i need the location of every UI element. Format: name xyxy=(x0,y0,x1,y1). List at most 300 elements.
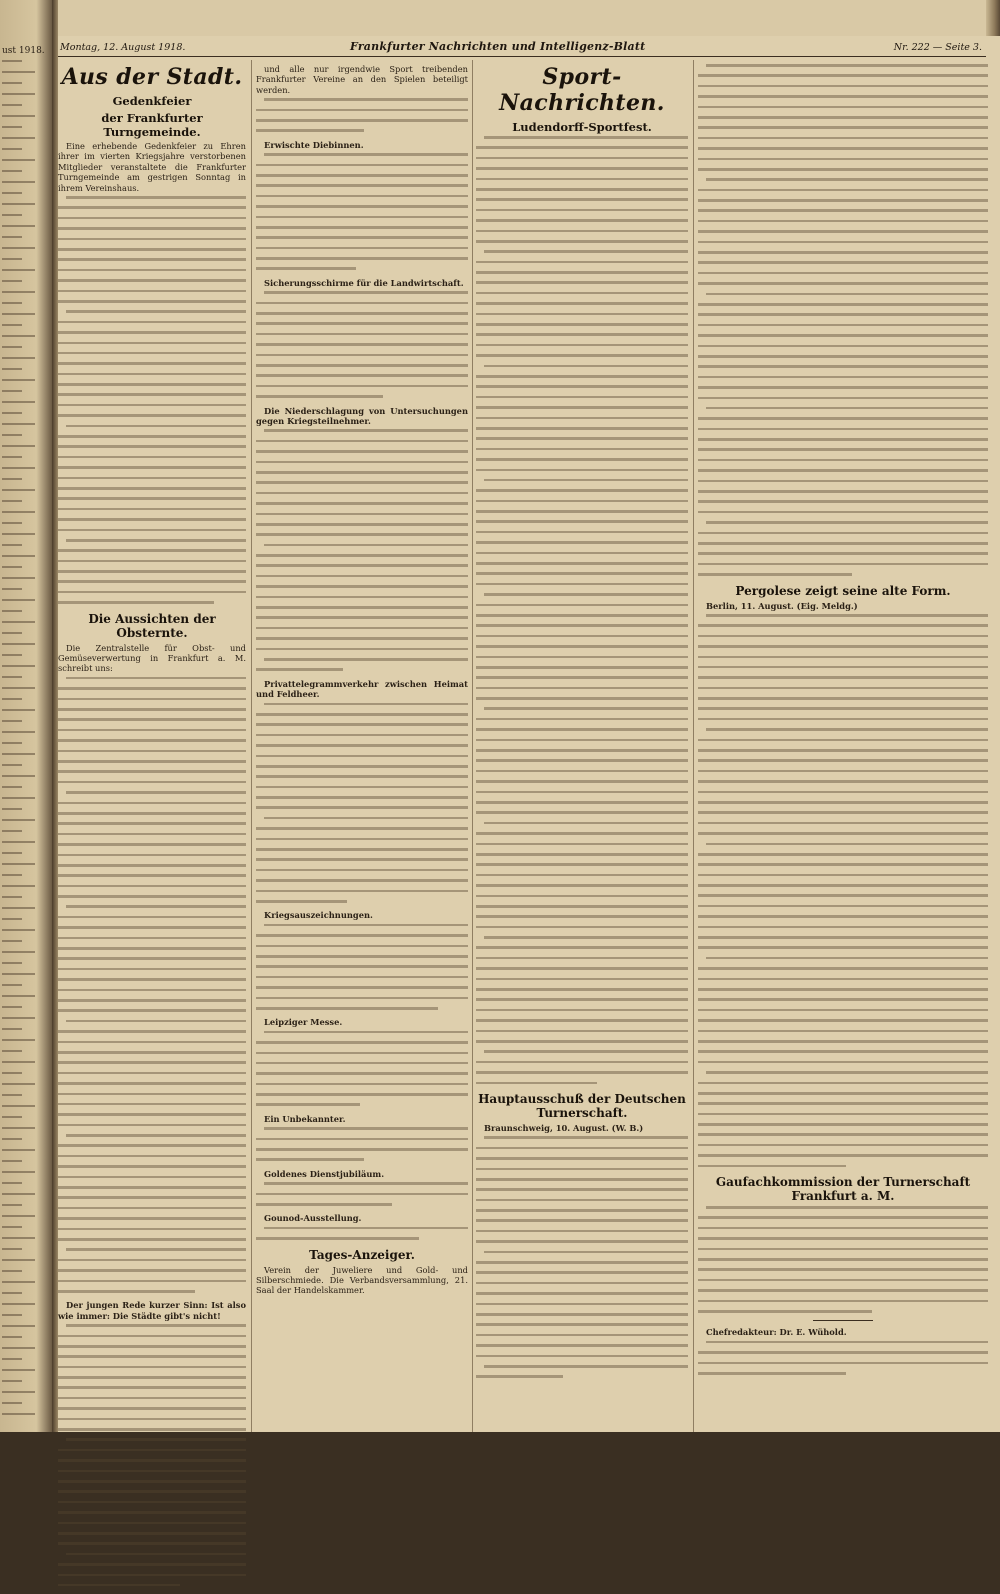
news-item-heading: Die Niederschlagung von Untersuchungen gegen Kriegsteilnehmer. xyxy=(256,405,468,426)
text-line xyxy=(256,986,468,989)
text-line xyxy=(476,604,688,607)
text-line xyxy=(2,1292,22,1294)
article-body xyxy=(256,429,468,671)
text-line xyxy=(698,106,988,109)
article-title: Gedenkfeier xyxy=(112,94,192,108)
text-line xyxy=(698,707,988,710)
text-line xyxy=(256,247,468,250)
text-line xyxy=(256,205,468,208)
text-line xyxy=(2,1061,35,1063)
text-line xyxy=(698,1040,988,1043)
text-line xyxy=(2,1215,35,1217)
text-line xyxy=(476,489,688,492)
text-line xyxy=(2,478,22,480)
text-line xyxy=(2,1116,22,1118)
text-line xyxy=(66,1324,246,1327)
text-line xyxy=(264,1227,468,1230)
text-line xyxy=(698,365,988,368)
text-line xyxy=(256,257,468,260)
text-line xyxy=(484,1050,688,1053)
text-line xyxy=(256,965,468,968)
text-line xyxy=(476,458,688,461)
text-line xyxy=(58,812,246,815)
text-line xyxy=(256,900,347,903)
text-line xyxy=(706,178,988,181)
text-line xyxy=(58,1072,246,1075)
text-line xyxy=(2,1391,35,1393)
article-body xyxy=(698,614,988,1167)
text-line xyxy=(698,687,988,690)
text-line xyxy=(58,1397,246,1400)
text-line xyxy=(698,345,988,348)
text-line xyxy=(256,786,468,789)
text-line xyxy=(58,435,246,438)
text-line xyxy=(2,1303,35,1305)
text-line xyxy=(256,1203,392,1206)
text-line xyxy=(698,490,988,493)
text-line xyxy=(698,676,988,679)
text-line xyxy=(2,1039,35,1041)
text-line xyxy=(2,1226,22,1228)
text-line xyxy=(476,1334,688,1337)
text-line xyxy=(698,397,988,400)
text-line xyxy=(58,248,246,251)
text-line xyxy=(476,198,688,201)
text-line xyxy=(476,417,688,420)
text-line xyxy=(58,854,246,857)
text-line xyxy=(58,1009,246,1012)
text-line xyxy=(2,489,35,491)
text-line xyxy=(2,852,22,854)
text-line xyxy=(2,1402,22,1404)
text-line xyxy=(2,1160,22,1162)
text-line xyxy=(484,1365,688,1368)
text-line xyxy=(698,126,988,129)
text-line xyxy=(476,853,688,856)
text-line xyxy=(698,666,988,669)
text-line xyxy=(2,1314,22,1316)
article-body xyxy=(256,1031,468,1106)
text-line xyxy=(476,1282,688,1285)
text-line xyxy=(2,434,22,436)
text-line xyxy=(476,1219,688,1222)
text-line xyxy=(256,1062,468,1065)
text-line xyxy=(698,624,988,627)
text-line xyxy=(2,566,22,568)
previous-page-running-head: ust 1918. xyxy=(2,46,45,56)
text-line xyxy=(698,313,988,316)
text-line xyxy=(698,926,988,929)
text-line xyxy=(2,302,22,304)
text-line xyxy=(698,532,988,535)
text-line xyxy=(58,718,246,721)
text-line xyxy=(58,1155,246,1158)
text-line xyxy=(698,303,988,306)
text-line xyxy=(2,797,35,799)
text-line xyxy=(256,1103,360,1106)
text-line xyxy=(256,184,468,187)
text-line xyxy=(2,1094,22,1096)
text-line xyxy=(2,401,35,403)
text-line xyxy=(2,1149,35,1151)
article-body xyxy=(476,1136,688,1378)
text-line xyxy=(66,1248,246,1251)
news-item-heading: Kriegsauszeichnungen. xyxy=(264,910,373,921)
text-line xyxy=(256,879,468,882)
text-line xyxy=(58,1574,246,1577)
text-line xyxy=(698,1216,988,1219)
text-line xyxy=(256,1007,438,1010)
text-line xyxy=(476,541,688,544)
text-line xyxy=(706,293,988,296)
text-line xyxy=(256,513,468,516)
text-line xyxy=(476,946,688,949)
text-line xyxy=(698,1019,988,1022)
text-line xyxy=(698,1061,988,1064)
text-line xyxy=(58,1470,246,1473)
text-line xyxy=(256,934,468,937)
text-line xyxy=(698,428,988,431)
text-line xyxy=(58,1041,246,1044)
text-line xyxy=(476,178,688,181)
text-line xyxy=(698,1248,988,1251)
text-line xyxy=(58,518,246,521)
text-line xyxy=(58,937,246,940)
text-line xyxy=(698,874,988,877)
text-line xyxy=(58,926,246,929)
header-rule xyxy=(58,56,986,57)
text-line xyxy=(698,199,988,202)
text-line xyxy=(2,247,35,249)
text-line xyxy=(2,1259,35,1261)
news-item-heading: Gounod-Ausstellung. xyxy=(264,1213,362,1224)
text-line xyxy=(58,822,246,825)
text-line xyxy=(2,819,35,821)
text-line xyxy=(58,206,246,209)
text-line xyxy=(2,1325,35,1327)
text-line xyxy=(476,656,688,659)
text-line xyxy=(2,159,35,161)
text-line xyxy=(256,806,468,809)
text-line xyxy=(698,739,988,742)
text-line xyxy=(698,884,988,887)
text-line xyxy=(256,1237,419,1240)
text-line xyxy=(2,324,22,326)
text-line xyxy=(256,616,468,619)
text-line xyxy=(2,269,35,271)
newspaper-page xyxy=(58,36,1000,1432)
text-line xyxy=(476,333,688,336)
text-line xyxy=(58,739,246,742)
text-line xyxy=(2,1336,22,1338)
text-line xyxy=(264,1127,468,1130)
text-line xyxy=(2,500,22,502)
text-line xyxy=(2,654,22,656)
text-line xyxy=(58,802,246,805)
text-line xyxy=(476,1313,688,1316)
text-line xyxy=(2,1017,35,1019)
text-line xyxy=(2,1127,35,1129)
text-line xyxy=(698,1237,988,1240)
text-line xyxy=(698,915,988,918)
text-line xyxy=(698,1165,846,1168)
text-line xyxy=(476,895,688,898)
text-line xyxy=(476,614,688,617)
tages-anzeiger-text: Verein der Juweliere und Gold- und Silberschmiede. Die Verbandsversammlung, 21. Saal der Handelskammer. xyxy=(256,1264,468,1296)
text-line xyxy=(698,822,988,825)
text-line xyxy=(58,1176,246,1179)
text-line xyxy=(2,1138,22,1140)
text-line xyxy=(58,1124,246,1127)
text-line xyxy=(476,1271,688,1274)
text-line xyxy=(58,874,246,877)
text-line xyxy=(58,1366,246,1369)
text-line xyxy=(698,417,988,420)
text-line xyxy=(58,1269,246,1272)
text-line xyxy=(58,1335,246,1338)
text-line xyxy=(2,1237,35,1239)
text-line xyxy=(698,1133,988,1136)
text-line xyxy=(2,1358,22,1360)
text-line xyxy=(256,1093,468,1096)
text-line xyxy=(58,1186,246,1189)
text-line xyxy=(2,1182,22,1184)
text-line xyxy=(706,1341,988,1344)
text-line xyxy=(58,833,246,836)
text-line xyxy=(476,645,688,648)
text-line xyxy=(2,258,22,260)
text-line xyxy=(58,1522,246,1525)
text-line xyxy=(698,759,988,762)
text-line xyxy=(698,1351,988,1354)
news-item-heading: Erwischte Diebinnen. xyxy=(264,139,364,150)
article-body xyxy=(476,136,688,1084)
text-line xyxy=(58,1386,246,1389)
text-line xyxy=(698,261,988,264)
text-line xyxy=(2,742,22,744)
text-line xyxy=(476,905,688,908)
article-title: Ludendorff-Sportfest. xyxy=(512,120,652,134)
article-body xyxy=(256,703,468,903)
text-line xyxy=(58,404,246,407)
text-line xyxy=(476,1303,688,1306)
text-line xyxy=(476,749,688,752)
page-number: Nr. 222 — Seite 3. xyxy=(893,42,982,53)
text-line xyxy=(264,1182,468,1185)
text-line xyxy=(58,352,246,355)
text-line xyxy=(476,884,688,887)
text-line xyxy=(2,181,35,183)
text-line xyxy=(706,728,988,731)
text-line xyxy=(698,241,988,244)
text-line xyxy=(476,1292,688,1295)
text-line xyxy=(476,1188,688,1191)
text-line xyxy=(2,775,35,777)
text-line xyxy=(484,250,688,253)
text-line xyxy=(2,1083,35,1085)
text-line xyxy=(256,267,356,270)
imprint-rule xyxy=(813,1320,873,1321)
text-line xyxy=(256,1138,468,1141)
text-line xyxy=(2,148,22,150)
text-line xyxy=(58,895,246,898)
text-line xyxy=(2,1050,22,1052)
text-line xyxy=(2,720,22,722)
text-line xyxy=(2,1369,35,1371)
text-line xyxy=(2,522,22,524)
text-line xyxy=(256,302,468,305)
article-lead: Eine erhebende Gedenkfeier zu Ehren ihrer im vierten Kriegsjahre verstorbenen Mitglieder veranstaltete die Frankfurter Turngemeinde am gestrigen Sonntag in ihrem Vereinshaus. xyxy=(58,141,246,193)
text-line xyxy=(698,85,988,88)
text-line xyxy=(256,1158,364,1161)
text-line xyxy=(2,610,22,612)
text-line xyxy=(2,368,22,370)
text-line xyxy=(698,1092,988,1095)
text-line xyxy=(256,775,468,778)
text-line xyxy=(58,1532,246,1535)
text-line xyxy=(476,510,688,513)
text-line xyxy=(58,497,246,500)
text-line xyxy=(698,189,988,192)
text-line xyxy=(256,481,468,484)
text-line xyxy=(698,1030,988,1033)
text-line xyxy=(2,907,35,909)
text-line xyxy=(476,469,688,472)
text-line xyxy=(476,624,688,627)
text-line xyxy=(66,1553,246,1556)
text-line xyxy=(256,461,468,464)
text-line xyxy=(2,170,22,172)
text-line xyxy=(2,313,35,315)
text-line xyxy=(2,830,22,832)
text-line xyxy=(2,60,22,62)
text-line xyxy=(476,843,688,846)
text-line xyxy=(698,1268,988,1271)
text-line xyxy=(476,281,688,284)
text-line xyxy=(706,64,988,67)
article-dateline: Braunschweig, 10. August. (W. B.) xyxy=(484,1122,644,1133)
text-line xyxy=(58,1584,180,1587)
text-line xyxy=(698,645,988,648)
text-line xyxy=(698,95,988,98)
text-line xyxy=(58,1228,246,1231)
text-line xyxy=(476,1375,563,1378)
text-line xyxy=(58,279,246,282)
text-line xyxy=(58,383,246,386)
text-line xyxy=(476,874,688,877)
text-line xyxy=(698,334,988,337)
text-line xyxy=(256,575,468,578)
text-line xyxy=(2,951,35,953)
text-line xyxy=(256,848,468,851)
text-line xyxy=(58,331,246,334)
text-line xyxy=(2,1270,22,1272)
text-line xyxy=(58,1449,246,1452)
text-line xyxy=(476,219,688,222)
text-line xyxy=(476,146,688,149)
text-line xyxy=(58,342,246,345)
text-line xyxy=(698,656,988,659)
text-line xyxy=(698,116,988,119)
text-line xyxy=(2,995,35,997)
text-line xyxy=(698,1113,988,1116)
column-1 xyxy=(58,64,246,1594)
text-line xyxy=(698,1009,988,1012)
text-line xyxy=(698,448,988,451)
text-line xyxy=(2,1171,35,1173)
text-line xyxy=(476,1019,688,1022)
text-line xyxy=(58,487,246,490)
text-line xyxy=(476,1240,688,1243)
text-line xyxy=(476,448,688,451)
text-line xyxy=(2,71,35,73)
text-line xyxy=(58,999,246,1002)
text-line xyxy=(2,753,35,755)
text-line xyxy=(476,1061,688,1064)
text-line xyxy=(476,811,688,814)
text-line xyxy=(476,1147,688,1150)
text-line xyxy=(58,238,246,241)
text-line xyxy=(58,300,246,303)
text-line xyxy=(698,1102,988,1105)
text-line xyxy=(58,1103,246,1106)
text-line xyxy=(58,968,246,971)
text-line xyxy=(476,375,688,378)
imprint-body xyxy=(698,1341,988,1375)
text-line xyxy=(256,343,468,346)
text-line xyxy=(2,1204,22,1206)
text-line xyxy=(476,1323,688,1326)
text-line xyxy=(698,563,988,566)
text-line xyxy=(476,759,688,762)
text-line xyxy=(256,585,468,588)
text-line xyxy=(2,676,22,678)
text-line xyxy=(476,385,688,388)
text-line xyxy=(58,414,246,417)
text-line xyxy=(2,1281,35,1283)
text-line xyxy=(264,658,468,661)
news-item-heading: Privattelegrammverkehr zwischen Heimat und Feldheer. xyxy=(256,678,468,700)
text-line xyxy=(256,333,468,336)
text-line xyxy=(476,292,688,295)
text-line xyxy=(698,282,988,285)
text-line xyxy=(58,580,246,583)
text-line xyxy=(256,354,468,357)
text-line xyxy=(256,890,468,893)
text-line xyxy=(2,236,22,238)
text-line xyxy=(698,978,988,981)
text-line xyxy=(476,583,688,586)
text-line xyxy=(698,1279,988,1282)
text-line xyxy=(476,998,688,1001)
text-line xyxy=(256,755,468,758)
text-line xyxy=(256,471,468,474)
text-line xyxy=(58,1030,246,1033)
text-line xyxy=(484,936,688,939)
text-line xyxy=(58,1238,246,1241)
text-line xyxy=(58,989,246,992)
text-line xyxy=(484,1136,688,1139)
text-line xyxy=(66,791,246,794)
text-line xyxy=(256,492,468,495)
text-line xyxy=(66,539,246,542)
text-line xyxy=(256,502,468,505)
text-line xyxy=(698,936,988,939)
text-line xyxy=(256,713,468,716)
article-body xyxy=(58,677,246,1293)
text-line xyxy=(256,226,468,229)
text-line xyxy=(256,869,468,872)
